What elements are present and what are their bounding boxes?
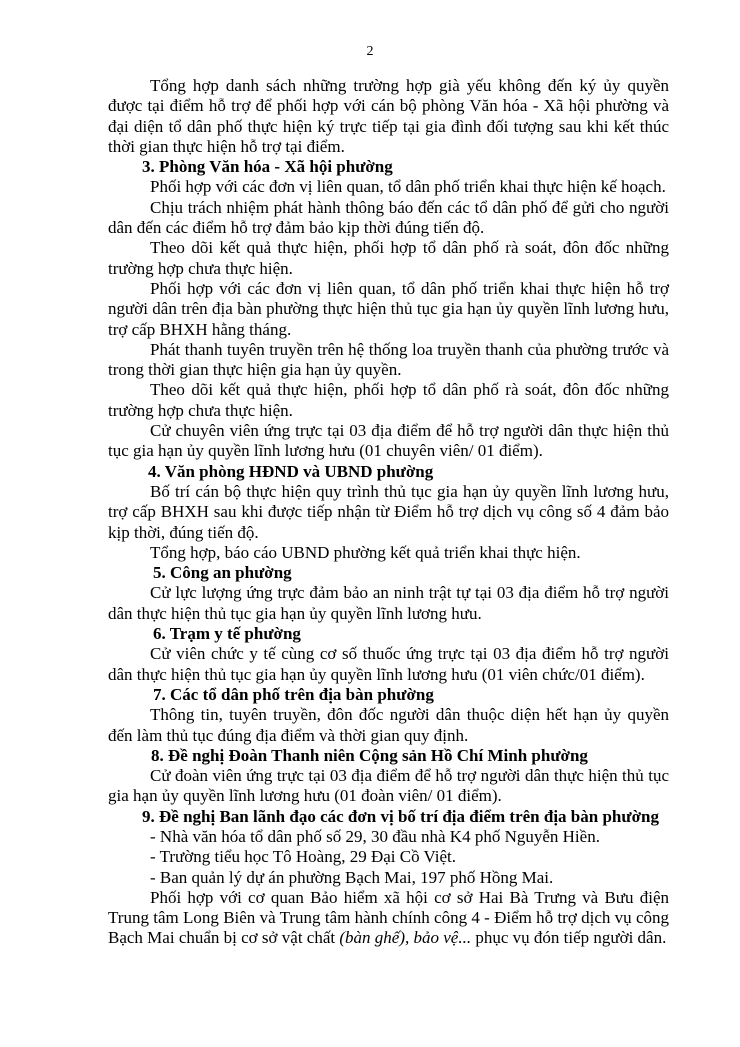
section-heading: 4. Văn phòng HĐND và UBND phường — [148, 461, 434, 481]
paragraph: Phát thanh tuyên truyền trên hệ thống loa truyền thanh của phường trước và trong thời gian thực hiện gia hạn ủy quyền. — [108, 339, 669, 380]
section-heading: 7. Các tổ dân phố trên địa bàn phường — [153, 684, 434, 704]
section-heading: 9. Đề nghị Ban lãnh đạo các đơn vị bố trí địa điểm trên địa bàn phường — [142, 806, 659, 826]
paragraph: Cử viên chức y tế cùng cơ số thuốc ứng trực tại 03 địa điểm hỗ trợ người dân thực hiện thủ tục gia hạn ủy quyền lĩnh lương hưu (01 viên chức/01 điểm). — [108, 644, 669, 684]
paragraph: Bố trí cán bộ thực hiện quy trình thủ tục gia hạn ủy quyền lĩnh lương hưu, trợ cấp BHXH sau khi được tiếp nhận từ Điểm hỗ trợ dịch vụ công số 4 đảm bảo kịp thời, đúng tiến độ. — [108, 481, 669, 542]
paragraph: Cử đoàn viên ứng trực tại 03 địa điểm để hỗ trợ người dân thực hiện thủ tục gia hạn ủy quyền lĩnh lương hưu (01 đoàn viên/ 01 điểm). — [108, 766, 669, 806]
section-heading: 8. Đề nghị Đoàn Thanh niên Cộng sản Hồ Chí Minh phường — [151, 745, 588, 765]
section-heading: 6. Trạm y tế phường — [153, 624, 301, 644]
paragraph: Cử lực lượng ứng trực đảm bảo an ninh trật tự tại 03 địa điểm hỗ trợ người dân thực hiện thủ tục gia hạn ủy quyền lĩnh lương hưu. — [108, 583, 669, 623]
paragraph: Chịu trách nhiệm phát hành thông báo đến các tổ dân phố để gửi cho người dân đến các điểm hỗ trợ đảm bảo kịp thời đúng tiến độ. — [108, 197, 669, 238]
document-body — [108, 76, 669, 949]
paragraph: Tổng hợp, báo cáo UBND phường kết quả triển khai thực hiện. — [150, 542, 581, 562]
paragraph-italic-text: (bàn ghế), bảo vệ... — [339, 928, 472, 948]
paragraph: Phối hợp với các đơn vị liên quan, tổ dân phố triển khai thực hiện hỗ trợ người dân trên địa bàn phường thực hiện thủ tục gia hạn ủy quyền lĩnh lương hưu, trợ cấp BHXH hằng tháng. — [108, 278, 669, 339]
list-item: - Trường tiểu học Tô Hoàng, 29 Đại Cồ Việt. — [150, 847, 457, 867]
paragraph-text: Phối hợp với cơ quan Bảo hiểm xã hội cơ sở Hai Bà Trưng và Bưu điện Trung tâm Long Biên và Trung tâm hành chính công 4 - Điểm hỗ trợ dịch vụ công Bạch Mai chuẩn bị cơ sở vật chất — [108, 887, 669, 948]
paragraph: Cử chuyên viên ứng trực tại 03 địa điểm để hỗ trợ người dân thực hiện thủ tục gia hạn ủy quyền lĩnh lương hưu (01 chuyên viên/ 01 điểm). — [108, 421, 669, 461]
section-heading: 5. Công an phường — [153, 563, 292, 583]
paragraph — [108, 888, 669, 949]
list-item: - Ban quản lý dự án phường Bạch Mai, 197 phố Hồng Mai. — [150, 867, 554, 887]
paragraph: Phối hợp với các đơn vị liên quan, tổ dân phố triển khai thực hiện kế hoạch. — [150, 177, 666, 197]
page-number: 2 — [366, 44, 374, 59]
list-item: - Nhà văn hóa tổ dân phố số 29, 30 đầu nhà K4 phố Nguyễn Hiền. — [150, 826, 600, 846]
paragraph: Tổng hợp danh sách những trường hợp già yếu không đến ký ủy quyền được tại điểm hỗ trợ để phối hợp với cán bộ phòng Văn hóa - Xã hội phường và đại diện tổ dân phố thực hiện ký trực tiếp tại gia đình đối tượng sau khi kết thúc thời gian thực hiện hỗ trợ tại điểm. — [108, 76, 669, 156]
paragraph-text: phục vụ đón tiếp người dân. — [471, 928, 667, 948]
paragraph: Theo dõi kết quả thực hiện, phối hợp tổ dân phố rà soát, đôn đốc những trường hợp chưa thực hiện. — [108, 238, 669, 278]
section-heading: 3. Phòng Văn hóa - Xã hội phường — [142, 157, 393, 177]
paragraph: Thông tin, tuyên truyền, đôn đốc người dân thuộc diện hết hạn ủy quyền đến làm thủ tục đúng địa điểm và thời gian quy định. — [108, 705, 669, 745]
paragraph: Theo dõi kết quả thực hiện, phối hợp tổ dân phố rà soát, đôn đốc những trường hợp chưa thực hiện. — [108, 380, 669, 420]
